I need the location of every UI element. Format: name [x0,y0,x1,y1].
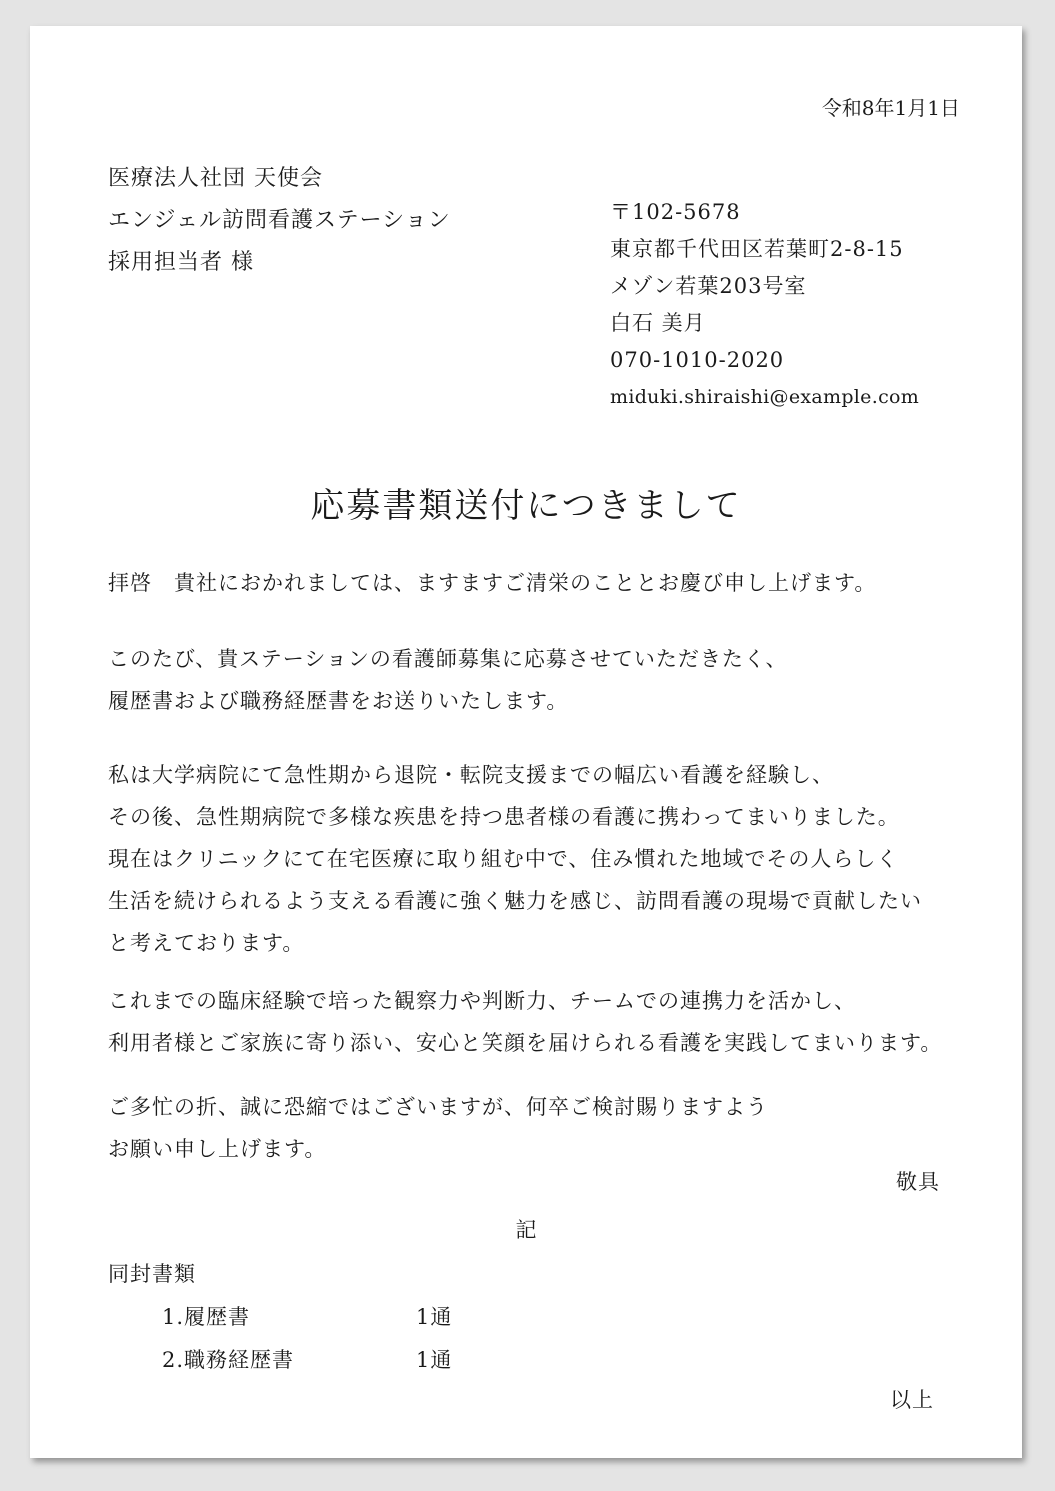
recipient-block [108,158,451,284]
paragraph-line: 拝啓 貴社におかれましては、ますますご清栄のこととお慶び申し上げます。 [108,571,877,595]
paragraph-request [108,1086,768,1170]
letter-page [30,26,1022,1458]
paragraph-line: 利用者様とご家族に寄り添い、安心と笑顔を届けられる看護を実践してまいります。 [108,1031,943,1055]
sender-phone: 070-1010-2020 [610,348,785,372]
paragraph-aspiration [108,980,942,1064]
paragraph-line: お願い申し上げます。 [108,1137,327,1161]
enclosed-documents-label: 同封書類 [108,1262,196,1286]
paragraph-line: 私は大学病院にて急性期から退院・転院支援までの幅広い看護を経験し、 [108,763,834,787]
recipient-person: 採用担当者 様 [108,250,254,275]
enclosed-item-count: 1通 [416,1348,453,1372]
sender-email: miduki.shiraishi@example.com [610,386,920,408]
paragraph-line: ご多忙の折、誠に恐縮ではございますが、何卒ご検討賜りますよう [108,1095,768,1119]
enclosed-item-count: 1通 [416,1305,453,1329]
enclosed-item-number: 1. [162,1305,185,1329]
sender-block [610,194,919,416]
sender-address-line2: メゾン若葉203号室 [610,274,807,298]
paragraph-purpose [108,638,787,722]
letter-date: 令和8年1月1日 [821,96,960,120]
sender-address-line1: 東京都千代田区若葉町2-8-15 [610,237,904,261]
paragraph-line: と考えております。 [108,931,305,955]
recipient-station: エンジェル訪問看護ステーション [108,208,451,233]
enclosed-item-name: 職務経歴書 [184,1348,295,1372]
paragraph-greeting [108,562,876,604]
recipient-organization: 医療法人社団 天使会 [108,166,323,191]
enclosed-item [162,1301,452,1331]
paragraph-line: 履歴書および職務経歴書をお送りいたします。 [108,689,569,713]
paragraph-line: 現在はクリニックにて在宅医療に取り組む中で、住み慣れた地域でその人らしく [108,847,899,871]
closing-ijo: 以上 [890,1388,934,1412]
paragraph-line: 生活を続けられるよう支える看護に強く魅力を感じ、訪問看護の現場で貢献したい [108,889,922,913]
sender-name: 白石 美月 [610,311,706,335]
paragraph-line: その後、急性期病院で多様な疾患を持つ患者様の看護に携わってまいりました。 [108,805,900,829]
closing-keigu: 敬具 [896,1170,940,1194]
enclosed-item-number: 2. [162,1348,185,1372]
enclosed-item-name: 履歴書 [184,1305,251,1329]
paragraph-line: これまでの臨床経験で培った観察力や判断力、チームでの連携力を活かし、 [108,989,856,1013]
paragraph-line: このたび、貴ステーションの看護師募集に応募させていただきたく、 [108,647,788,671]
letter-title: 応募書類送付につきまして [310,486,742,526]
ki-heading: 記 [515,1218,537,1242]
enclosed-item [162,1344,452,1374]
sender-postal-code: 〒102-5678 [610,200,741,224]
paragraph-experience [108,754,922,964]
